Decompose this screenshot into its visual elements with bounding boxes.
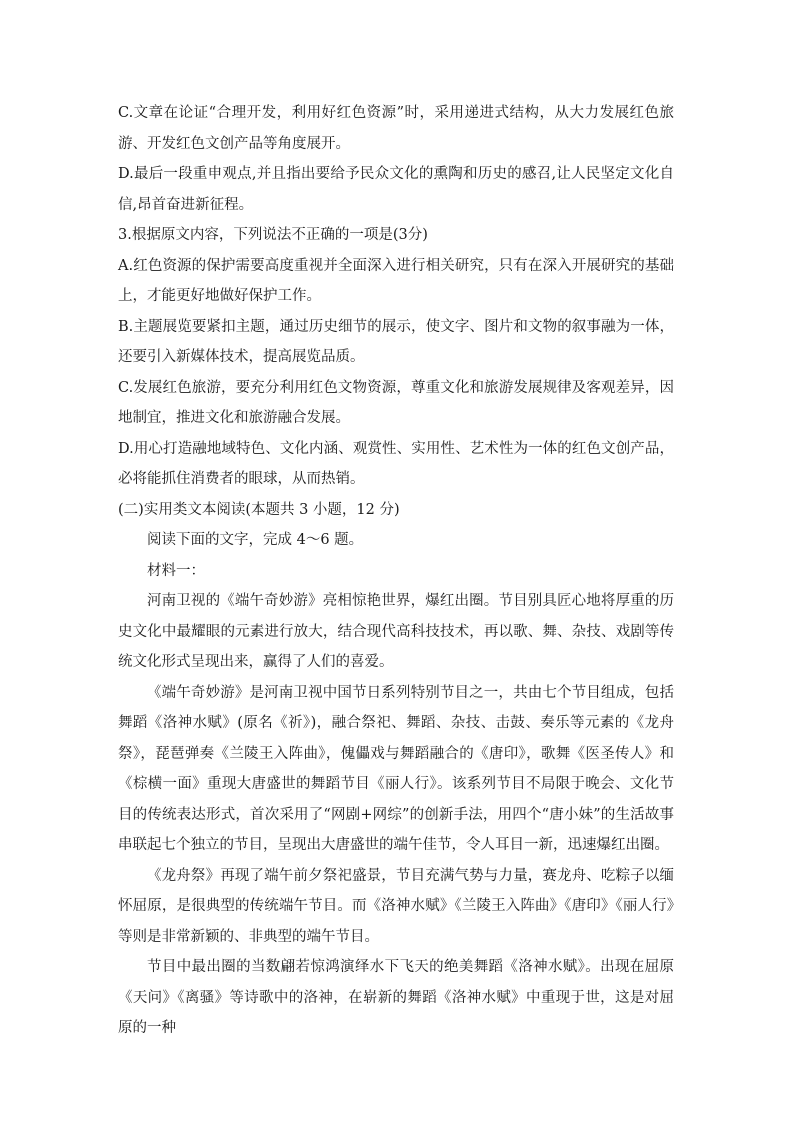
material-paragraph: 河南卫视的《端午奇妙游》亮相惊艳世界，爆红出圈。节目别具匠心地将厚重的历史文化中最耀眼的元素进行放大，结合现代高科技技术，再以歌、舞、杂技、戏剧等传统文化形式呈现出来，赢得了人们的喜爱。: [118, 593, 674, 670]
option-d-text: D.最后一段重申观点,并且指出要给予民众文化的熏陶和历史的感召,让人民坚定文化自信,昂首奋进新征程。: [118, 166, 674, 213]
document-body: [118, 98, 674, 1044]
material-paragraph: 《龙舟祭》再现了端午前夕祭祀盛景，节目充满气势与力量，赛龙舟、吃粽子以缅怀屈原，是很典型的传统端午节目。而《洛神水赋》《兰陵王入阵曲》《唐印》《丽人行》等则是非常新颖的、非典型的端午节目。: [118, 867, 674, 945]
material-1-label: 材料一：: [147, 562, 205, 579]
material-paragraph: 《端午奇妙游》是河南卫视中国节日系列特别节目之一，共由七个节目组成，包括舞蹈《洛神水赋》(原名《祈》)，融合祭祀、舞蹈、杂技、击鼓、奏乐等元素的《龙舟祭》，琵琶弹奏《兰陵王入阵曲》，傀儡戏与舞蹈融合的《唐印》，歌舞《医圣传人》和《棕横一面》重现大唐盛世的舞蹈节目《丽人行》。该系列节目不局限于晚会、文化节目的传统表达形式，首次采用了“网剧+网综”的创新手法，用四个“唐小妹”的生活故事串联起七个独立的节目，呈现出大唐盛世的端午佳节，令人耳目一新，迅速爆红出圈。: [118, 684, 674, 853]
section-2-heading: (二)实用类文本阅读(本题共 3 小题，12 分): [118, 501, 400, 518]
question-3-option-d: D.用心打造融地域特色、文化内涵、观赏性、实用性、艺术性为一体的红色文创产品，必将能抓住消费者的眼球，从而热销。: [118, 440, 674, 487]
section-2-instruction: 阅读下面的文字，完成 4～6 题。: [147, 532, 364, 548]
question-3-stem: 3.根据原文内容，下列说法不正确的一项是(3分): [118, 227, 428, 243]
question-3-option-b: B.主题展览要紧扣主题，通过历史细节的展示，使文字、图片和文物的叙事融为一体，还要引入新媒体技术，提高展览品质。: [118, 318, 674, 365]
question-3-option-a: A.红色资源的保护需要高度重视并全面深入进行相关研究，只有在深入开展研究的基础上，才能更好地做好保护工作。: [118, 257, 674, 304]
material-paragraph: 节目中最出圈的当数翩若惊鸿演绎水下飞天的绝美舞蹈《洛神水赋》。出现在屈原《天问》《离骚》等诗歌中的洛神，在崭新的舞蹈《洛神水赋》中重现于世，这是对屈原的一种: [118, 959, 674, 1036]
question-3-option-c: C.发展红色旅游，要充分利用红色文物资源，尊重文化和旅游发展规律及客观差异，因地制宜，推进文化和旅游融合发展。: [118, 379, 674, 426]
option-c-text: C.文章在论证“合理开发，利用好红色资源”时，采用递进式结构，从大力发展红色旅游、开发红色文创产品等角度展开。: [118, 105, 674, 152]
